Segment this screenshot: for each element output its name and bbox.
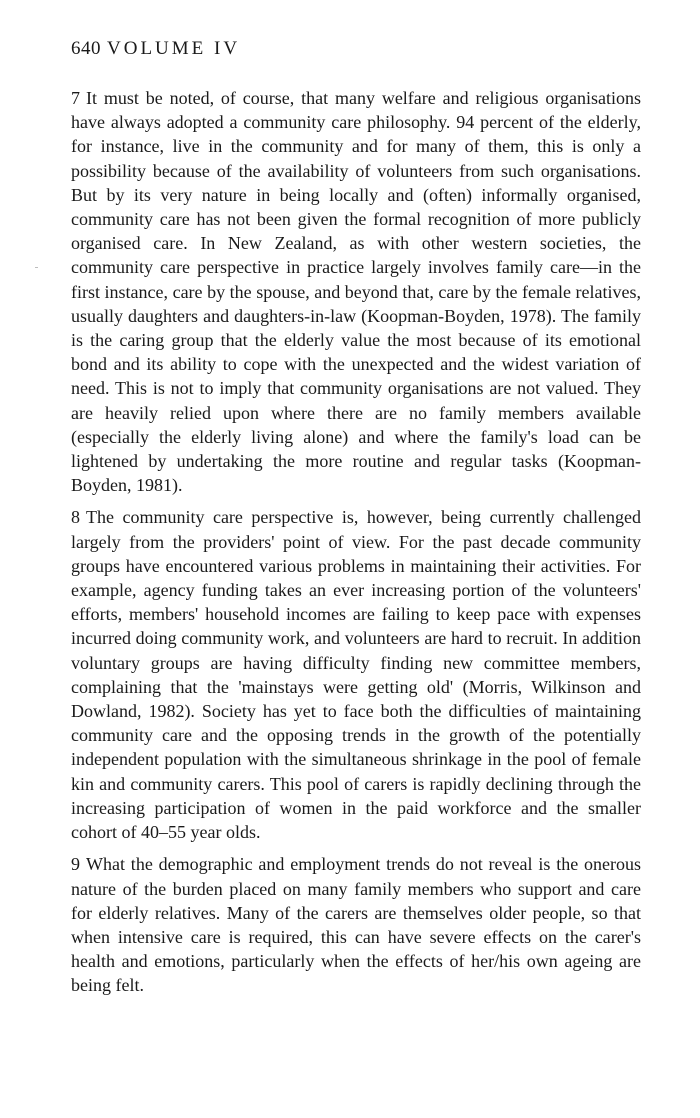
paragraph-text: What the demographic and employment trends do not reveal is the onerous nature of the burden placed on many family members who support and care for elderly relatives. Many of the carers are themselves older people, so that when intensive care is required, this can have severe effects on the carer's health and emotions, particularly when the effects of her/his own ageing are being felt. — [71, 854, 641, 996]
volume-label: VOLUME IV — [107, 38, 241, 59]
paragraph-number: 9 — [71, 854, 80, 875]
paragraph-number: 8 — [71, 507, 80, 528]
page-number: 640 — [71, 38, 101, 59]
paragraph-9 — [71, 852, 641, 997]
running-head — [71, 38, 641, 60]
paragraph-text: The community care perspective is, however, being currently challenged largely from the providers' point of view. For the past decade community groups have encountered various problems in maintaining their activities. For example, agency funding takes an ever increasing portion of the volunteers' efforts, members' household incomes are failing to keep pace with expenses incurred doing community work, and volunteers are hard to recruit. In addition voluntary groups are having difficulty finding new committee members, complaining that the 'mainstays were getting old' (Morris, Wilkinson and Dowland, 1982). Society has yet to face both the difficulties of maintaining community care and the opposing trends in the growth of the potentially independent population with the simultaneous shrinkage in the pool of female kin and community carers. This pool of carers is rapidly declining through the increasing participation of women in the paid workforce and the smaller cohort of 40–55 year olds. — [71, 507, 641, 843]
book-page — [71, 38, 641, 1006]
paragraph-7 — [71, 86, 641, 497]
paragraph-8 — [71, 505, 641, 844]
margin-mark — [35, 267, 38, 268]
paragraph-number: 7 — [71, 88, 80, 108]
paragraph-text: It must be noted, of course, that many welfare and religious organisations have always adopted a community care philosophy. 94 percent of the elderly, for instance, live in the community and for many of them, this is only a possibility because of the availability of volunteers from such organisations. But by its very nature in being locally and (often) informally organised, community care has not been given the formal recognition of more publicly organised care. In New Zealand, as with other western societies, the community care perspective in practice largely involves family care—in the first instance, care by the spouse, and beyond that, care by the female relatives, usually daughters and daughters-in-law (Koopman-Boyden, 1978). The family is the caring group that the elderly value the most because of its emotional bond and its ability to cope with the unexpected and the widest variation of need. This is not to imply that community organisations are not valued. They are heavily relied upon where there are no family members available (especially the elderly living alone) and where the family's load can be lightened by undertaking the more routine and regular tasks (Koopman-Boyden, 1981). — [71, 88, 641, 496]
